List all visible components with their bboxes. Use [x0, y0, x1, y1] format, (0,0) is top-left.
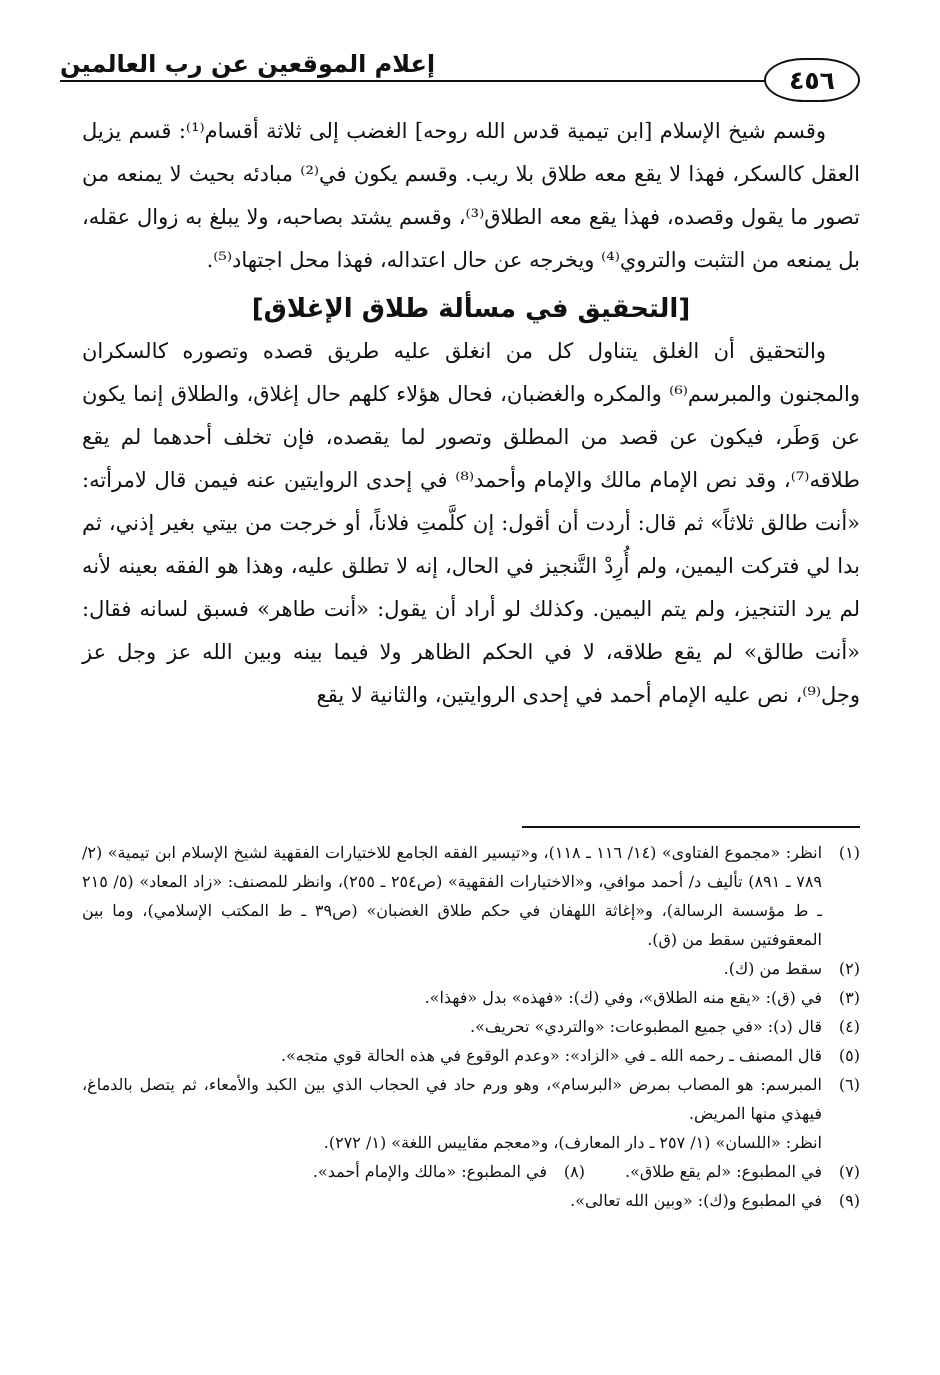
footnote-separator — [522, 826, 860, 828]
footnote-number: (١) — [838, 843, 860, 862]
footnote-number: (٤) — [838, 1017, 860, 1036]
footnote-8 — [313, 1157, 585, 1186]
footnote-text: قال المصنف ـ رحمه الله ـ في «الزاد»: «وعدم الوقوع في هذه الحالة قوي متجه». — [280, 1046, 822, 1065]
footnote-number: (٦) — [838, 1075, 860, 1094]
main-text — [82, 110, 860, 717]
footnote-5 — [82, 1041, 860, 1070]
footnotes-7-8 — [82, 1157, 860, 1186]
footnote-text: المبرسم: هو المصاب بمرض «البرسام»، وهو ورم حاد في الحجاب الذي بين الكبد والأمعاء، ثم يتصل بالدماغ، فيهذي منها المريض. — [82, 1075, 822, 1123]
footnote-text: سقط من (ك). — [723, 959, 822, 978]
footnote-3 — [82, 983, 860, 1012]
footnote-text: في (ق): «يقع منه الطلاق»، وفي (ك): «فهذه» بدل «فهذا». — [424, 988, 822, 1007]
footnote-text: قال (د): «في جميع المطبوعات: «والتردي» تحريف». — [469, 1017, 822, 1036]
paragraph-tahqiq: والتحقيق أن الغلق يتناول كل من انغلق عليه طريق قصده وتصوره كالسكران والمجنون والمبرسم⁽⁶⁾ والمكره والغضبان، فحال هؤلاء كلهم حال إغلاق، والطلاق إنما يكون عن وَطَر، فيكون عن قصد من المطلق وتصور لما يقصده، فإن تخلف أحدهما لم يقع طلاقه⁽⁷⁾، وقد نص الإمام مالك والإمام وأحمد⁽⁸⁾ في إحدى الروايتين عنه فيمن قال لامرأته: «أنت طالق ثلاثاً» ثم قال: أردت أن أقول: إن كلَّمتِ فلاناً، أو خرجت من بيتي بغير إذني، ثم بدا لي فتركت اليمين، ولم أُرِدْ التَّنجيز في الحال، إنه لا تطلق عليه، وهذا هو الفقه بعينه لأنه لم يرد التنجيز، ولم يتم اليمين. وكذلك لو أراد أن يقول: «أنت طاهر» فسبق لسانه فقال: «أنت طالق» لم يقع طلاقه، لا في الحكم الظاهر ولا فيما بينه وبين الله عز وجل عز وجل⁽⁹⁾، نص عليه الإمام أحمد في إحدى الروايتين، والثانية لا يقع — [82, 339, 860, 707]
footnote-text: في المطبوع: «لم يقع طلاق». — [625, 1162, 822, 1181]
footnote-6 — [82, 1070, 860, 1128]
footnote-4 — [82, 1012, 860, 1041]
page-number-badge — [764, 58, 860, 102]
paragraph-anger-types: وقسم شيخ الإسلام [ابن تيمية قدس الله روحه] الغضب إلى ثلاثة أقسام⁽¹⁾: قسم يزيل العقل كالسكر، فهذا لا يقع معه طلاق بلا ريب. وقسم يكون في⁽²⁾ مبادئه بحيث لا يمنعه من تصور ما يقول وقصده، فهذا يقع معه الطلاق⁽³⁾، وقسم يشتد بصاحبه، ولا يبلغ به زوال عقله، بل يمنعه من التثبت والتروي⁽⁴⁾ ويخرجه عن حال اعتداله، فهذا محل اجتهاد⁽⁵⁾. — [82, 119, 860, 272]
footnote-text: في المطبوع و(ك): «وبين الله تعالى». — [570, 1191, 822, 1210]
book-title: إعلام الموقعين عن رب العالمين — [60, 50, 436, 78]
footnote-9 — [82, 1186, 860, 1215]
footnote-number: (٨) — [563, 1162, 585, 1181]
header-rule — [60, 80, 860, 82]
footnote-number: (٣) — [838, 988, 860, 1007]
footnote-number: (٩) — [838, 1191, 860, 1210]
page-number: ٤٥٦ — [789, 65, 835, 95]
footnote-6-reference: انظر: «اللسان» (١/ ٢٥٧ ـ دار المعارف)، و«معجم مقاييس اللغة» (١/ ٢٧٢). — [323, 1133, 822, 1152]
footnote-text: انظر: «مجموع الفتاوى» (١٤/ ١١٦ ـ ١١٨)، و«تيسير الفقه الجامع للاختيارات الفقهية لشيخ الإسلام ابن تيمية» (٢/ ٧٨٩ ـ ٨٩١) تأليف د/ أحمد موافي، و«الاختيارات الفقهية» (ص٢٥٤ ـ ٢٥٥)، وانظر للمصنف: «زاد المعاد» (٥/ ٢١٥ ـ ط مؤسسة الرسالة)، و«إغاثة اللهفان في حكم طلاق الغضبان» (ص٣٩ ـ ط المكتب الإسلامي)، وما بين المعقوفتين سقط من (ق). — [82, 843, 823, 949]
footnote-7 — [625, 1157, 860, 1186]
footnote-2 — [82, 954, 860, 983]
footnote-1 — [82, 838, 860, 954]
footnote-text: في المطبوع: «مالك والإمام أحمد». — [312, 1162, 547, 1181]
page-header — [60, 40, 860, 100]
footnotes — [82, 838, 860, 1215]
footnote-number: (٥) — [838, 1046, 860, 1065]
footnote-number: (٢) — [838, 959, 860, 978]
section-heading: [التحقيق في مسألة طلاق الإغلاق] — [251, 294, 691, 324]
footnote-number: (٧) — [838, 1162, 860, 1181]
